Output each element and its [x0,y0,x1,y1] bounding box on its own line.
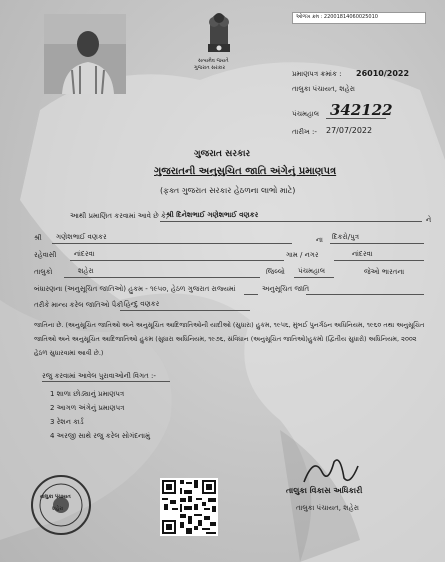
applicant-photo [44,14,126,94]
relation: દિકરો/પુત્ર [332,233,360,241]
na-label: ના [316,236,323,244]
resident-label: રહેવાસી [34,251,57,259]
seal-text-2: શહેરા [52,506,64,512]
order-line-end: અનુસૂચિત જાતિ [262,285,310,293]
official-seal-icon [30,474,92,536]
intro-text: આથી પ્રમાણિત કરવામાં આવે છે કે, [70,212,169,220]
register-no: 342122 [330,101,393,119]
signatory-office: તાલુકા પંચાયત, શહેરા [296,504,359,512]
certificate-subtitle: (ફક્ત ગુજરાત સરકાર હેઠળના લાભો માટે) [160,186,296,195]
intro-end: ને [426,216,432,224]
issue-date: 27/07/2022 [326,126,373,135]
evidence-item: 3 રેશન કાર્ડ [50,418,84,426]
emblem-caption-1: સત્યમેવ જયતે [198,58,229,64]
district-label: જિલ્લો [266,268,285,276]
evidence-item: 2 આગળ અંગેનું પ્રમાણપત્ર [50,404,125,412]
caste: હિન્દુ વણકર [124,300,160,308]
certificate-no-label: પ્રમાણપત્ર ક્રમાંક : [292,70,342,78]
register-label: પંચમહાલ [292,110,320,118]
applicant-name: શ્રી દિનેશભાઈ ગણેશભાઈ વણકર [166,211,259,219]
office-name: તાલુકા પંચાયત, શહેરા [292,85,355,93]
legal-paragraph: જાતિના છે. (અનુસૂચિત જાતિઓ અને અનુસૂચિત આદિજાતિઓની યાદીઓ (સુધારા) હુકમ, ૧૯૫૬, મુંબઈ પુનર્ગઠન અધિનિયમ, ૧૯૬૦ તથા અનુસૂચિત જાતિઓ અને અનુસૂચિત આદિજાતિઓ હુકમ (સુધારા અધિનિયમ, ૧૯૭૬, સંવિધાન (અનુસૂચિત જાતિઓ)હુકમો (દ્વિતીય સુધારો) અધિનિયમ, ૨૦૦૨ હેઠળ સુધારવામાં આવી છે.) [34,321,425,357]
shri-label: શ્રી [34,234,42,242]
signatory-title: તાલુકા વિકાસ અધિકારી [286,486,363,495]
father-name: ગણેશભાઈ વણકર [56,233,107,241]
state-label: જેઓ ભારતના [364,268,405,276]
evidence-title: રજુ કરવામાં આવેલ પુરાવાઓની વિગત :- [42,372,156,380]
id-label: ઓળખ ક્રમ : 22001814060025010 [296,14,378,20]
government-title: ગુજરાત સરકાર [194,149,251,159]
taluka-label: તાલુકો [34,268,53,276]
date-label: તારીખ :- [292,128,317,136]
certificate-no: 26010/2022 [356,69,410,78]
national-emblem-icon [196,6,242,64]
village-label: ગામ / નગર [286,251,319,259]
seal-text-1: તાલુકા પંચાયત [40,494,71,500]
district: પંચમહાલ [298,267,326,275]
qr-code-icon [160,478,218,536]
signature-icon [300,452,360,488]
village: નાંદરવા [352,250,373,258]
emblem-caption-2: ગુજરાત સરકાર [194,65,226,71]
taluka: શહેરા [78,267,94,275]
resident: નાંદરવા [74,250,95,258]
evidence-item: 4 અરજી સાથે રજુ કરેલ સોગંદનામું [50,432,151,440]
certificate-title: ગુજરાતની અનુસુચિત જાતિ અંગેનું પ્રમાણપત્ર [154,166,337,177]
order-line: બંધારણના (અનુસૂચિત જાતિઓ) હુકમ - ૧૯૫૦, હેઠળ ગુજરાત રાજ્યમાં [34,285,236,293]
evidence-item: 1 શાળા છોડ્યાનું પ્રમાણપત્ર [50,390,125,398]
recognised-label: તરીકે માન્ય કરેલ જાતિઓ પૈકી [34,301,124,309]
